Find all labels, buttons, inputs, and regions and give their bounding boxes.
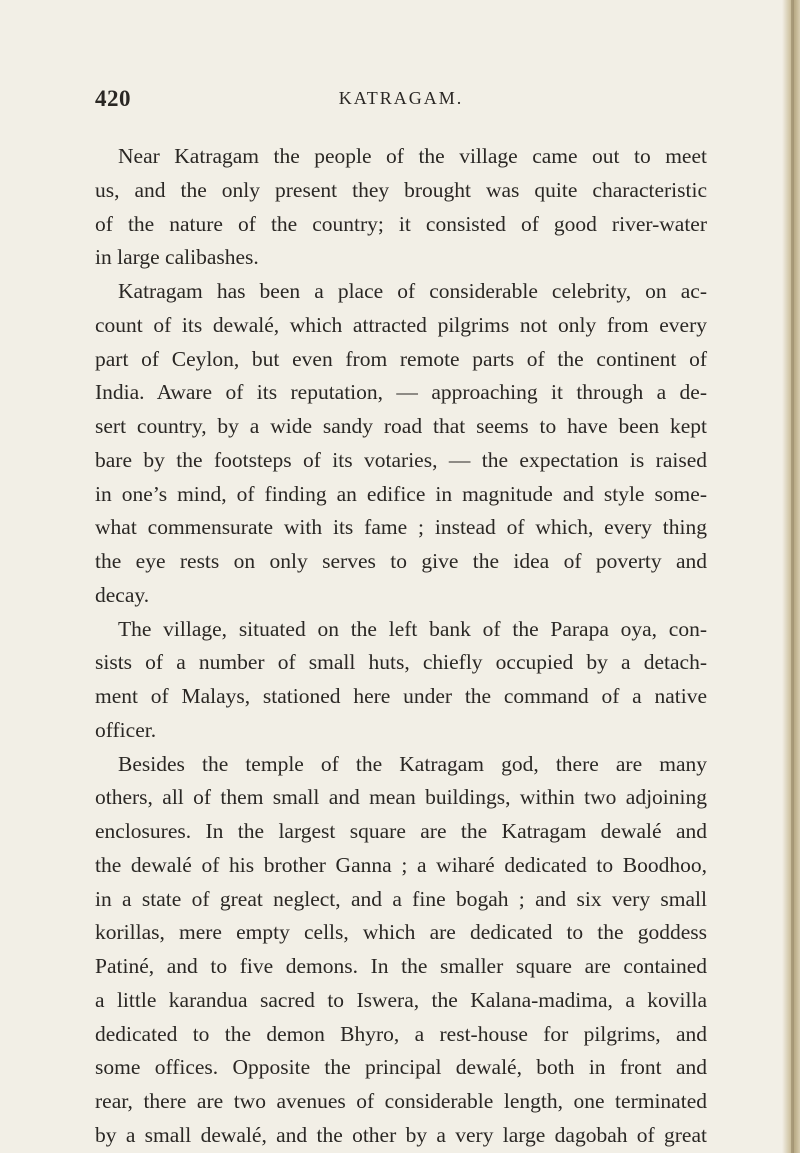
text-line: Patiné, and to five demons. In the smaller square are contained [95,954,707,978]
text-line: Near Katragam the people of the village came out to meet [118,144,707,168]
text-line: in a state of great neglect, and a fine bogah ; and six very small [95,886,707,911]
text-line: some offices. Opposite the principal dewalé, both in front and [95,1055,707,1080]
text-line: officer. [95,717,157,742]
text-line: Katragam has been a place of considerable celebrity, on ac- [118,279,707,303]
text-line: Besides the temple of the Katragam god, there are many [118,751,707,776]
text-line: sists of a number of small huts, chiefly occupied by a detach- [95,650,707,675]
text-line: of the nature of the country; it consisted of good river-water [95,211,707,236]
page-edge-line [791,0,794,1153]
text-line: a little karandua sacred to Iswera, the Kalana-madima, a kovilla [95,987,707,1012]
text-line: the eye rests on only serves to give the idea of poverty and [95,549,707,573]
text-line: others, all of them small and mean buildings, within two adjoining [95,785,707,810]
text-line: in one’s mind, of finding an edifice in magnitude and style some- [95,481,707,506]
page-header [95,82,707,116]
running-head: KATRAGAM. [338,88,464,108]
text-line: bare by the footsteps of its votaries, — the expectation is raised [95,447,707,472]
text-line: in large calibashes. [95,245,259,270]
text-line: rear, there are two avenues of considerable length, one terminated [95,1089,707,1113]
text-line: enclosures. In the largest square are the Katragam dewalé and [95,819,707,843]
body-text [95,140,707,1153]
text-line: korillas, mere empty cells, which are dedicated to the goddess [95,920,707,945]
page-number: 420 [95,86,131,111]
text-line: ment of Malays, stationed here under the command of a native [95,684,707,708]
text-line: count of its dewalé, which attracted pilgrims not only from every [95,312,707,337]
text-line: part of Ceylon, but even from remote parts of the continent of [95,346,707,371]
text-line: by a small dewalé, and the other by a very large dagobah of great [95,1122,707,1147]
text-line: the dewalé of his brother Ganna ; a wiharé dedicated to Boodhoo, [95,852,707,877]
text-line: decay. [95,582,150,607]
text-line: India. Aware of its reputation, — approaching it through a de- [95,380,707,405]
text-line: us, and the only present they brought was quite characteristic [95,177,707,202]
text-line: dedicated to the demon Bhyro, a rest-house for pilgrims, and [95,1021,707,1046]
text-line: sert country, by a wide sandy road that seems to have been kept [95,414,707,438]
text-line: The village, situated on the left bank of the Parapa oya, con- [118,616,707,641]
text-line: what commensurate with its fame ; instead of which, every thing [95,515,707,540]
